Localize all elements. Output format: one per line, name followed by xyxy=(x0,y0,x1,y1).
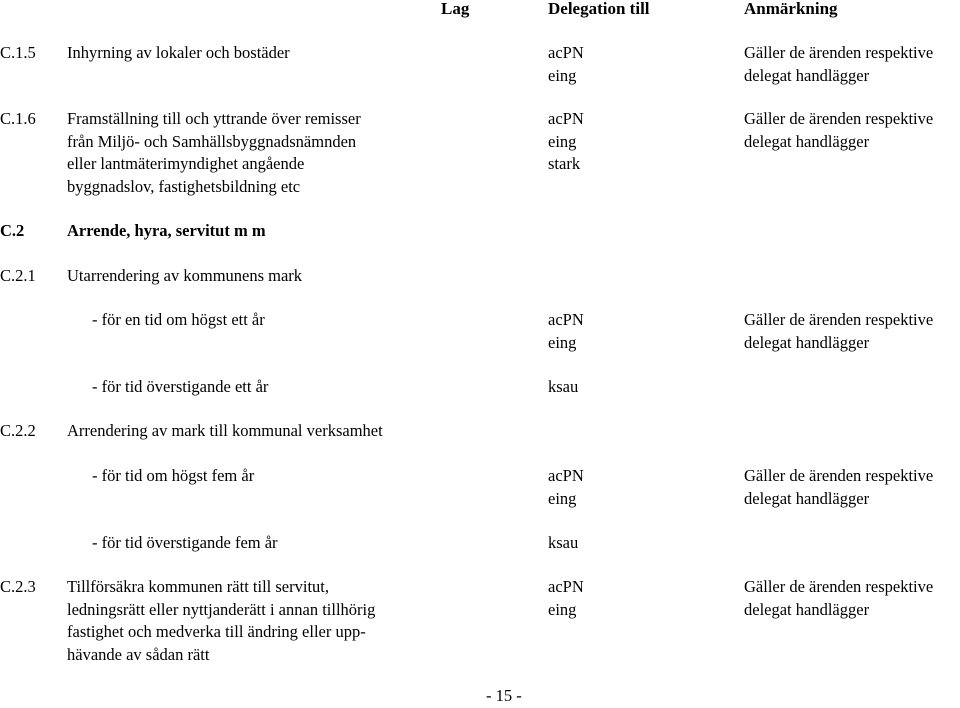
row-code: C.2.1 xyxy=(0,266,36,285)
row-code: C.1.6 xyxy=(0,109,36,128)
row-delegation: acPN eing stark xyxy=(548,109,584,173)
sub-item: - för tid överstigande ett år xyxy=(92,377,269,396)
row-delegation: ksau xyxy=(548,533,579,552)
row-code: C.2.2 xyxy=(0,421,36,440)
sub-item: - för tid överstigande fem år xyxy=(92,533,278,552)
row-remark: Gäller de ärenden respektive delegat handlägger xyxy=(744,310,934,352)
row-text: Framställning till och yttrande över remisser från Miljö- och Samhällsbyggnadsnämnden eller lantmäterimyndighet angående byggnadslov, fastighetsbildning etc xyxy=(67,109,361,196)
sub-item: - för en tid om högst ett år xyxy=(92,310,265,329)
sub-item: - för tid om högst fem år xyxy=(92,466,255,485)
row-remark: Gäller de ärenden respektive delegat handlägger xyxy=(744,109,934,151)
row-text: Tillförsäkra kommunen rätt till servitut, ledningsrätt eller nyttjanderätt i annan tillhörig fastighet och medverka till ändring eller upp- hävande av sådan rätt xyxy=(67,577,376,664)
row-remark: Gäller de ärenden respektive delegat handlägger xyxy=(744,43,934,85)
row-text: Arrendering av mark till kommunal verksamhet xyxy=(67,421,383,440)
row-code: C.2.3 xyxy=(0,577,36,596)
section-code: C.2 xyxy=(0,221,25,240)
row-delegation: ksau xyxy=(548,377,579,396)
header-lag: Lag xyxy=(441,0,470,18)
row-remark: Gäller de ärenden respektive delegat handlägger xyxy=(744,466,934,508)
header-anmarkning: Anmärkning xyxy=(744,0,838,18)
row-text: Utarrendering av kommunens mark xyxy=(67,266,303,285)
section-title: Arrende, hyra, servitut m m xyxy=(67,221,266,240)
page-number: - 15 - xyxy=(486,686,522,705)
row-delegation: acPN eing xyxy=(548,310,584,352)
header-delegation: Delegation till xyxy=(548,0,650,18)
row-code: C.1.5 xyxy=(0,43,36,62)
row-text: Inhyrning av lokaler och bostäder xyxy=(67,43,290,62)
row-remark: Gäller de ärenden respektive delegat handlägger xyxy=(744,577,934,619)
row-delegation: acPN eing xyxy=(548,43,584,85)
row-delegation: acPN eing xyxy=(548,577,584,619)
row-delegation: acPN eing xyxy=(548,466,584,508)
